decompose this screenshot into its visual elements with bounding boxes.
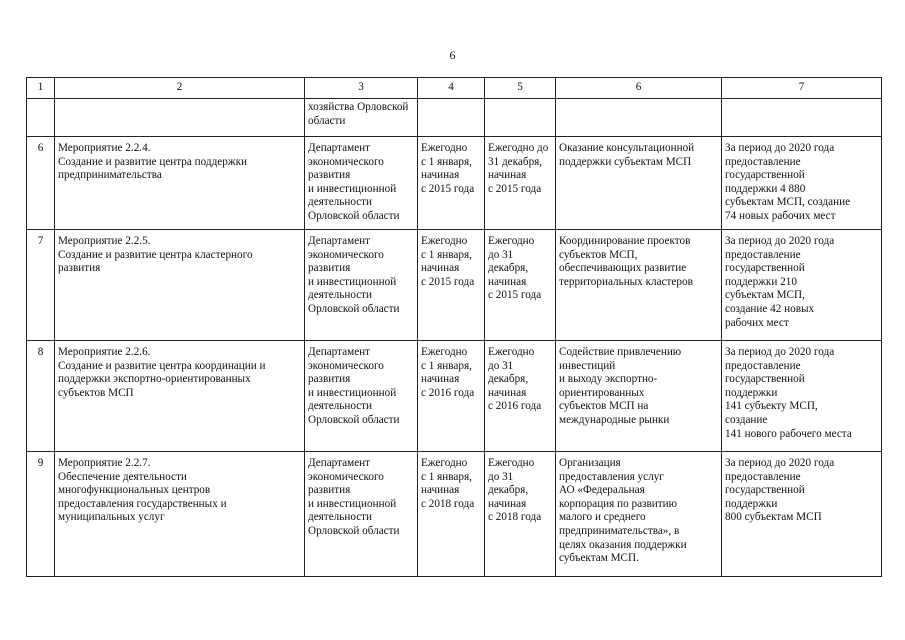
text-line: деятельности [308,400,373,413]
cell-start-date [418,341,485,452]
cell-indicator [722,341,882,452]
text-line: поддержки [725,386,778,399]
text-line: начиная [488,275,527,288]
cell-row-number: 7 [27,230,55,341]
text-line: начиная [488,497,527,510]
text-line: и инвестиционной [308,182,397,195]
table-row [27,230,882,341]
cell-end-date [485,452,556,577]
text-line: предоставление [725,470,801,483]
text-line: поддержки экспортно-ориентированных [58,373,251,386]
text-line: развития [308,169,351,182]
text-line: поддержки субъектам МСП [559,155,692,168]
table-row [27,137,882,230]
page-number: 6 [449,48,456,62]
text-line: деятельности [308,196,373,209]
text-line: с 1 января, [421,248,472,261]
text-line: многофункциональных центров [58,484,211,497]
text-line: развития [308,262,351,275]
text-line: создание 42 новых [725,302,815,315]
cell-row-number: 9 [27,452,55,577]
cell-row-number: 6 [27,137,55,230]
cell-executor [305,137,418,230]
cell-start-date [418,137,485,230]
text-line: Создание и развитие центра поддержки [58,155,248,168]
continuation-row [27,99,882,137]
text-line: с 2016 года [488,400,542,413]
text-line: 31 декабря, [488,155,543,168]
text-line: государственной [725,373,805,386]
text-line: 74 новых рабочих мест [725,209,836,222]
text-line: субъектам МСП, создание [725,196,851,209]
cell-expected-result [556,137,722,230]
cell-end-date [485,230,556,341]
plan-table [26,77,882,577]
cell-end-date [485,137,556,230]
header-col-4: 4 [418,78,485,99]
text-line: инвестиций [559,359,616,372]
text-line: Создание и развитие центра кластерного [58,248,253,261]
cell-event [55,341,305,452]
header-col-7: 7 [722,78,882,99]
text-line: деятельности [308,289,373,302]
text-line: предоставления государственных и [58,497,227,510]
text-line: начиная [421,169,460,182]
cell-empty [55,99,305,137]
text-line: Мероприятие 2.2.5. [58,235,151,247]
text-line: с 2015 года [488,289,542,302]
text-line: 800 субъектам МСП [725,511,822,524]
cell-start-date [418,452,485,577]
text-line: Координирование проектов [559,235,691,247]
cell-event [55,452,305,577]
text-line: с 2016 года [421,386,475,399]
text-line: За период до 2020 года [725,457,835,469]
text-line: предпринимательства», в [559,524,680,537]
text-line: Департамент [308,457,371,469]
text-line: Содействие привлечению [559,346,682,358]
text-line: Ежегодно [421,142,468,154]
text-line: с 2015 года [421,275,475,288]
text-line: декабря, [488,262,529,275]
text-line: малого и среднего [559,511,646,524]
text-line: международные рынки [559,413,670,426]
text-line: Орловской области [308,413,400,426]
cell-executor-continuation [305,99,418,137]
header-col-2: 2 [55,78,305,99]
text-line: и выходу экспортно- [559,373,658,386]
text-line: развития [308,484,351,497]
text-line: Организация [559,457,621,469]
cell-event [55,137,305,230]
cell-expected-result [556,341,722,452]
text-line: до 31 [488,359,514,372]
text-line: и инвестиционной [308,275,397,288]
cell-start-date [418,230,485,341]
header-col-1: 1 [27,78,55,99]
text-line: экономического [308,470,384,483]
text-line: Ежегодно [421,235,468,247]
text-line: субъектам МСП, [725,289,805,302]
text-line: начиная [421,262,460,275]
text-line: предоставление [725,248,801,261]
text-line: целях оказания поддержки [559,538,687,551]
text-line: рабочих мест [725,316,789,329]
text-line: и инвестиционной [308,386,397,399]
text-line: экономического [308,359,384,372]
text-line: Департамент [308,235,371,247]
text-line: поддержки 4 880 [725,182,806,195]
text-line: декабря, [488,373,529,386]
text-line: корпорация по развитию [559,497,677,510]
text-line: начиная [488,386,527,399]
text-line: предоставление [725,359,801,372]
cell-expected-result [556,452,722,577]
text-line: ориентированных [559,386,645,399]
text-line: до 31 [488,248,514,261]
cell-empty [485,99,556,137]
text-line: декабря, [488,484,529,497]
text-line: государственной [725,484,805,497]
text-line: За период до 2020 года [725,235,835,247]
text-line: поддержки 210 [725,275,797,288]
text-line: Департамент [308,142,371,154]
header-col-3: 3 [305,78,418,99]
cell-event [55,230,305,341]
text-line: предоставление [725,155,801,168]
text-line: государственной [725,262,805,275]
table-row [27,452,882,577]
text-line: с 2015 года [421,182,475,195]
text-line: Мероприятие 2.2.4. [58,142,151,154]
text-line: предпринимательства [58,169,162,182]
text-line: Орловской области [308,302,400,315]
text-line: до 31 [488,470,514,483]
text-line: субъектам МСП. [559,552,639,565]
cell-row-number: 8 [27,341,55,452]
text-line: Мероприятие 2.2.6. [58,346,151,358]
text-line: области [308,114,346,127]
text-line: 141 нового рабочего места [725,427,852,440]
text-line: Мероприятие 2.2.7. [58,457,151,469]
text-line: с 1 января, [421,155,472,168]
text-line: поддержки [725,497,778,510]
text-line: муниципальных услуг [58,511,165,524]
text-line: начиная [421,373,460,386]
text-line: 141 субъекту МСП, [725,400,818,413]
header-col-5: 5 [485,78,556,99]
text-line: Ежегодно [488,457,535,469]
text-line: За период до 2020 года [725,346,835,358]
text-line: Ежегодно [421,457,468,469]
text-line: Обеспечение деятельности [58,470,187,483]
text-line: экономического [308,155,384,168]
cell-empty [418,99,485,137]
header-col-6: 6 [556,78,722,99]
text-line: Орловской области [308,524,400,537]
text-line: предоставления услуг [559,470,664,483]
cell-empty [722,99,882,137]
text-line: с 2015 года [488,182,542,195]
cell-expected-result [556,230,722,341]
text-line: государственной [725,169,805,182]
cell-executor [305,452,418,577]
text-line: хозяйства Орловской [308,101,409,113]
cell-executor [305,341,418,452]
cell-end-date [485,341,556,452]
text-line: деятельности [308,511,373,524]
text-line: территориальных кластеров [559,275,693,288]
text-line: Оказание консультационной [559,142,695,154]
text-line: экономического [308,248,384,261]
text-line: Ежегодно до [488,142,549,154]
text-line: За период до 2020 года [725,142,835,154]
header-row [27,78,882,99]
text-line: Орловской области [308,209,400,222]
text-line: Ежегодно [488,346,535,358]
text-line: субъектов МСП [58,386,134,399]
text-line: Создание и развитие центра координации и [58,359,266,372]
text-line: с 2018 года [421,497,475,510]
text-line: с 1 января, [421,359,472,372]
cell-indicator [722,230,882,341]
cell-indicator [722,452,882,577]
text-line: с 1 января, [421,470,472,483]
text-line: создание [725,413,768,426]
cell-executor [305,230,418,341]
text-line: Департамент [308,346,371,358]
text-line: субъектов МСП на [559,400,649,413]
text-line: субъектов МСП, [559,248,638,261]
cell-indicator [722,137,882,230]
text-line: обеспечивающих развитие [559,262,687,275]
text-line: и инвестиционной [308,497,397,510]
text-line: Ежегодно [488,235,535,247]
text-line: начиная [421,484,460,497]
text-line: Ежегодно [421,346,468,358]
text-line: с 2018 года [488,511,542,524]
cell-empty [27,99,55,137]
table-row [27,341,882,452]
text-line: АО «Федеральная [559,484,645,497]
text-line: развития [308,373,351,386]
text-line: начиная [488,169,527,182]
cell-empty [556,99,722,137]
text-line: развития [58,262,101,275]
